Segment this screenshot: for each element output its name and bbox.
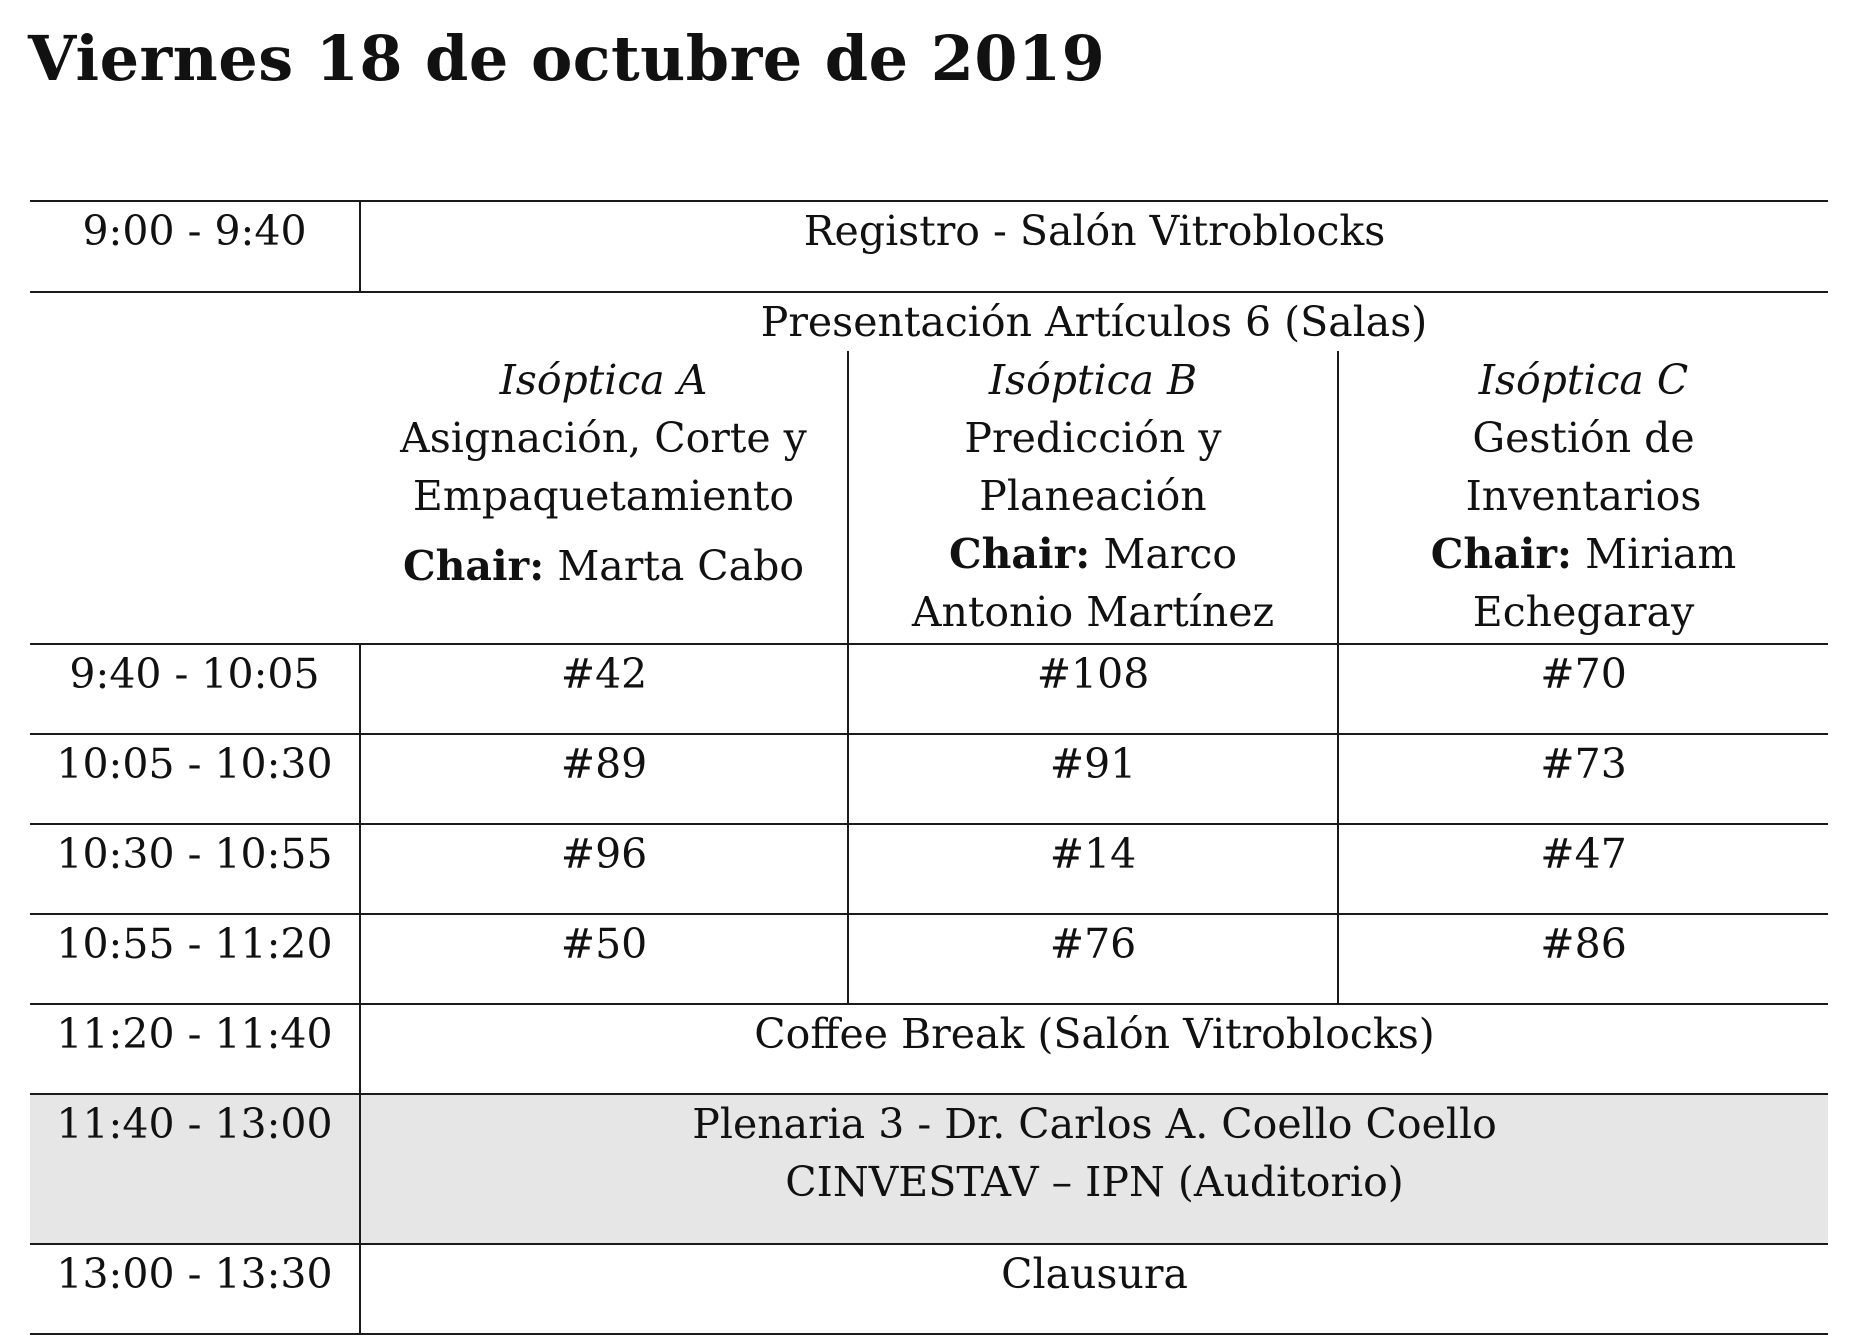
time-cell: 11:20 - 11:40 — [30, 1004, 360, 1094]
session-isoptica-a — [360, 351, 848, 644]
session-isoptica-c — [1338, 351, 1828, 644]
talk-cell: #42 — [360, 644, 848, 734]
row-talk — [30, 644, 1828, 734]
coffee-cell: Coffee Break (Salón Vitroblocks) — [360, 1004, 1828, 1094]
room-name: Isóptica A — [499, 356, 708, 404]
row-registro — [30, 201, 1828, 292]
page-title: Viernes 18 de octubre de 2019 — [28, 22, 1106, 95]
talk-cell: #50 — [360, 914, 848, 1004]
talk-cell: #14 — [848, 824, 1338, 914]
time-cell: 10:05 - 10:30 — [30, 734, 360, 824]
row-sessions — [30, 351, 1828, 644]
time-cell: 9:40 - 10:05 — [30, 644, 360, 734]
chair-label: Chair: — [402, 542, 545, 590]
talk-cell: #70 — [1338, 644, 1828, 734]
talk-cell: #91 — [848, 734, 1338, 824]
plenaria-cell — [360, 1094, 1828, 1244]
sessions-header: Presentación Artículos 6 (Salas) — [360, 292, 1828, 351]
talk-cell: #73 — [1338, 734, 1828, 824]
registro-cell: Registro - Salón Vitroblocks — [360, 201, 1828, 292]
time-cell: 11:40 - 13:00 — [30, 1094, 360, 1244]
plenaria-line: CINVESTAV – IPN (Auditorio) — [785, 1158, 1404, 1206]
row-plenaria — [30, 1094, 1828, 1244]
chair-label: Chair: — [1430, 530, 1573, 578]
row-clausura — [30, 1244, 1828, 1334]
session-isoptica-b — [848, 351, 1338, 644]
row-talk — [30, 734, 1828, 824]
talk-cell: #76 — [848, 914, 1338, 1004]
session-chair — [360, 537, 847, 595]
row-coffee — [30, 1004, 1828, 1094]
chair-name-line: Antonio Martínez — [911, 588, 1275, 636]
time-cell: 10:30 - 10:55 — [30, 824, 360, 914]
row-talk — [30, 914, 1828, 1004]
chair-name: Marco — [1103, 530, 1238, 578]
session-topic-line: Predicción y — [964, 414, 1222, 462]
plenaria-line: Plenaria 3 - Dr. Carlos A. Coello Coello — [692, 1100, 1497, 1148]
room-name: Isóptica B — [988, 356, 1198, 404]
row-sessions-header — [30, 292, 1828, 351]
time-cell: 10:55 - 11:20 — [30, 914, 360, 1004]
talk-cell: #96 — [360, 824, 848, 914]
session-topic-line: Inventarios — [1465, 472, 1702, 520]
session-topic-line: Asignación, Corte y — [400, 414, 807, 462]
session-topic-line: Empaquetamiento — [412, 472, 795, 520]
chair-label: Chair: — [948, 530, 1091, 578]
schedule-table — [30, 200, 1828, 1335]
clausura-cell: Clausura — [360, 1244, 1828, 1334]
time-cell: 13:00 - 13:30 — [30, 1244, 360, 1334]
time-cell-empty — [30, 351, 360, 644]
talk-cell: #86 — [1338, 914, 1828, 1004]
chair-name: Marta Cabo — [557, 542, 805, 590]
room-name: Isóptica C — [1478, 356, 1689, 404]
chair-name: Miriam — [1585, 530, 1737, 578]
talk-cell: #47 — [1338, 824, 1828, 914]
time-cell: 9:00 - 9:40 — [30, 201, 360, 292]
row-talk — [30, 824, 1828, 914]
talk-cell: #108 — [848, 644, 1338, 734]
session-chair — [849, 525, 1337, 583]
time-cell-empty — [30, 292, 360, 351]
session-topic-line: Planeación — [979, 472, 1207, 520]
chair-name-line: Echegaray — [1472, 588, 1695, 636]
session-topic-line: Gestión de — [1472, 414, 1695, 462]
session-chair — [1339, 525, 1828, 583]
talk-cell: #89 — [360, 734, 848, 824]
